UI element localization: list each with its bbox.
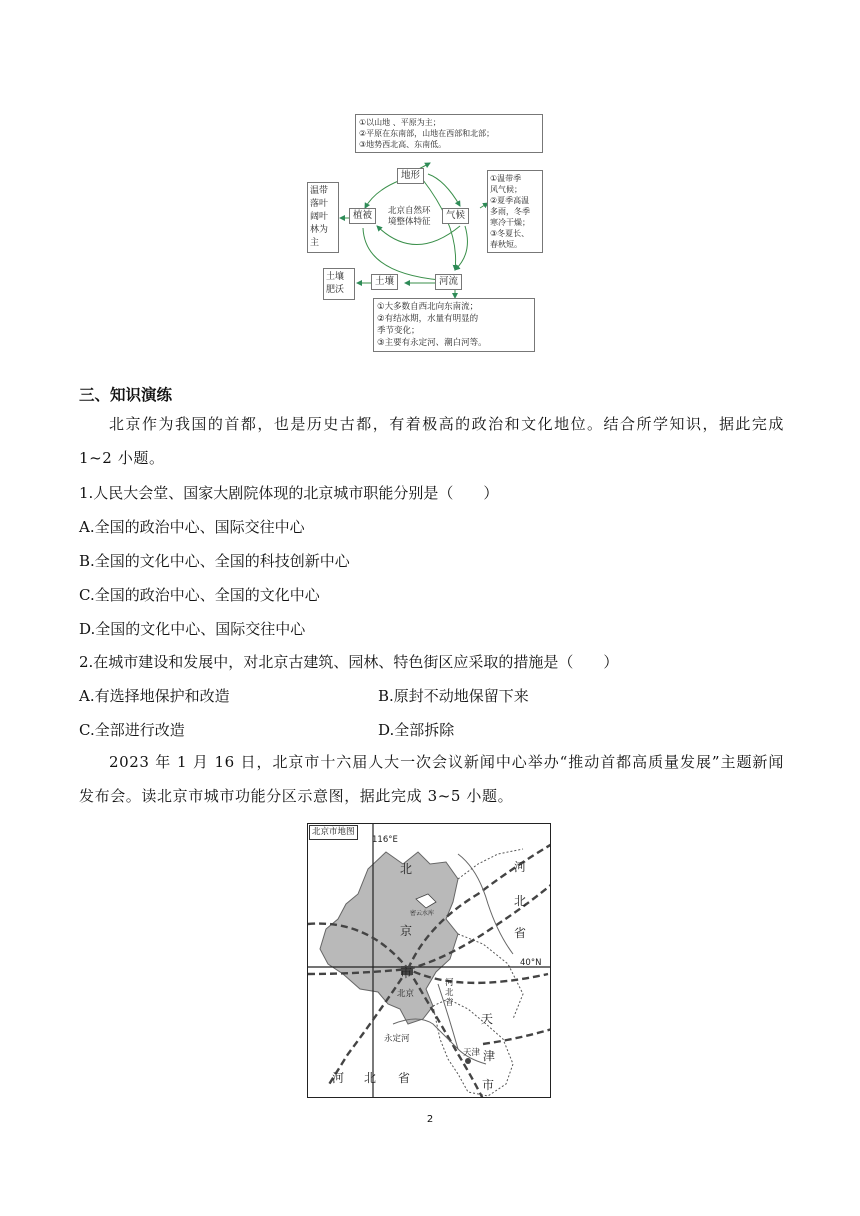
node-river-label: 河流: [439, 276, 459, 287]
label-hb-he: 河: [445, 978, 454, 988]
node-climate-label: 气候: [446, 210, 466, 221]
river-description-text: ①大多数自西北向东南流； ②有结冰期，水量有明显的 季节变化； ③主要有永定河、潮白河等。: [377, 302, 487, 348]
label-hb-bei: 北: [445, 988, 454, 998]
question-1-stem: 1.人民大会堂、国家大剧院体现的北京城市职能分别是（ ）: [79, 484, 499, 502]
terrain-description-text: ①以山地 、平原为主； ②平原在东南部，山地在西部和北部； ③地势西北高、东南低。: [359, 118, 495, 149]
intro-paragraph-1-text: 北京作为我国的首都，也是历史古都，有着极高的政治和文化地位。结合所学知识，据此完成 1~2 小题。: [79, 415, 784, 467]
node-vegetation-label: 植被: [353, 210, 373, 221]
soil-description-text: 土壤 肥沃: [326, 272, 345, 295]
question-1-option-c: C.全国的政治中心、全国的文化中心: [79, 586, 320, 604]
node-soil: [371, 274, 398, 290]
label-shi: 市: [400, 966, 413, 980]
question-1-option-b: B.全国的文化中心、全国的科技创新中心: [79, 552, 350, 570]
label-yongding: 永定河: [384, 1034, 410, 1044]
node-soil-label: 土壤: [375, 276, 395, 287]
label-hebei-bei: 北: [514, 894, 527, 908]
node-terrain: [397, 168, 424, 184]
label-tianjin-city: 天津: [463, 1048, 481, 1058]
tianjin-city-marker: [465, 1058, 471, 1064]
section-title: 三、知识演练: [79, 386, 173, 404]
label-beijing-city: 北京: [397, 989, 415, 999]
hebei-boundary: [458, 934, 523, 1019]
node-climate: [442, 208, 469, 224]
map-title: 北京市地图: [309, 825, 358, 840]
label-hebei-sheng: 省: [514, 926, 527, 940]
intro-paragraph-2-text: 2023 年 1 月 16 日，北京市十六届人大一次会议新闻中心举办“推动首都高质量发展”主题新闻发布会。读北京市城市功能分区示意图，据此完成 3~5 小题。: [79, 753, 784, 805]
beijing-map: [307, 823, 551, 1098]
river-description: [373, 298, 535, 352]
node-terrain-label: 地形: [401, 170, 421, 181]
label-bei: 北: [400, 862, 413, 876]
label-jin: 津: [483, 1049, 496, 1063]
question-1-option-a: A.全国的政治中心、国际交往中心: [79, 518, 305, 536]
latitude-label: 40°N: [520, 958, 542, 968]
label-tian: 天: [481, 1012, 494, 1026]
intro-paragraph-2: [79, 745, 784, 813]
vegetation-description-text: 温带 落叶 阔叶 林为 主: [310, 186, 329, 248]
longitude-label: 116°E: [372, 835, 398, 845]
label-tj-shi: 市: [482, 1078, 495, 1092]
mindmap-center: 北京自然环 境整体特征: [388, 206, 431, 227]
environment-mindmap: [305, 108, 545, 363]
node-river: [435, 274, 462, 290]
climate-description: [487, 170, 543, 253]
question-2-stem: 2.在城市建设和发展中，对北京古建筑、园林、特色街区应采取的措施是（ ）: [79, 653, 619, 671]
label-hebei-he: 河: [514, 860, 527, 874]
intro-paragraph-1: [79, 407, 784, 475]
label-hb-sheng: 省: [445, 998, 454, 1008]
label-bottom-he: 河: [332, 1071, 345, 1085]
climate-description-text: ①温带季 风气候； ②夏季高温 多雨，冬季 寒冷干燥； ③冬夏长、 春秋短。: [490, 174, 530, 249]
question-1-option-d: D.全国的文化中心、国际交往中心: [79, 620, 306, 638]
question-2-option-c: C.全部进行改造: [79, 721, 185, 739]
node-vegetation: [349, 208, 376, 224]
label-bottom-sheng: 省: [398, 1071, 411, 1085]
soil-description: [323, 268, 355, 300]
label-jing: 京: [400, 924, 413, 938]
question-2-option-b: B.原封不动地保留下来: [378, 687, 529, 705]
question-2-option-a: A.有选择地保护和改造: [79, 687, 230, 705]
label-bottom-bei: 北: [364, 1071, 377, 1085]
terrain-description: [355, 114, 543, 153]
page-number: 2: [426, 1114, 434, 1125]
vegetation-description: [307, 182, 339, 253]
question-2-option-d: D.全部拆除: [378, 721, 455, 739]
label-miyun: 密云水库: [410, 910, 435, 917]
